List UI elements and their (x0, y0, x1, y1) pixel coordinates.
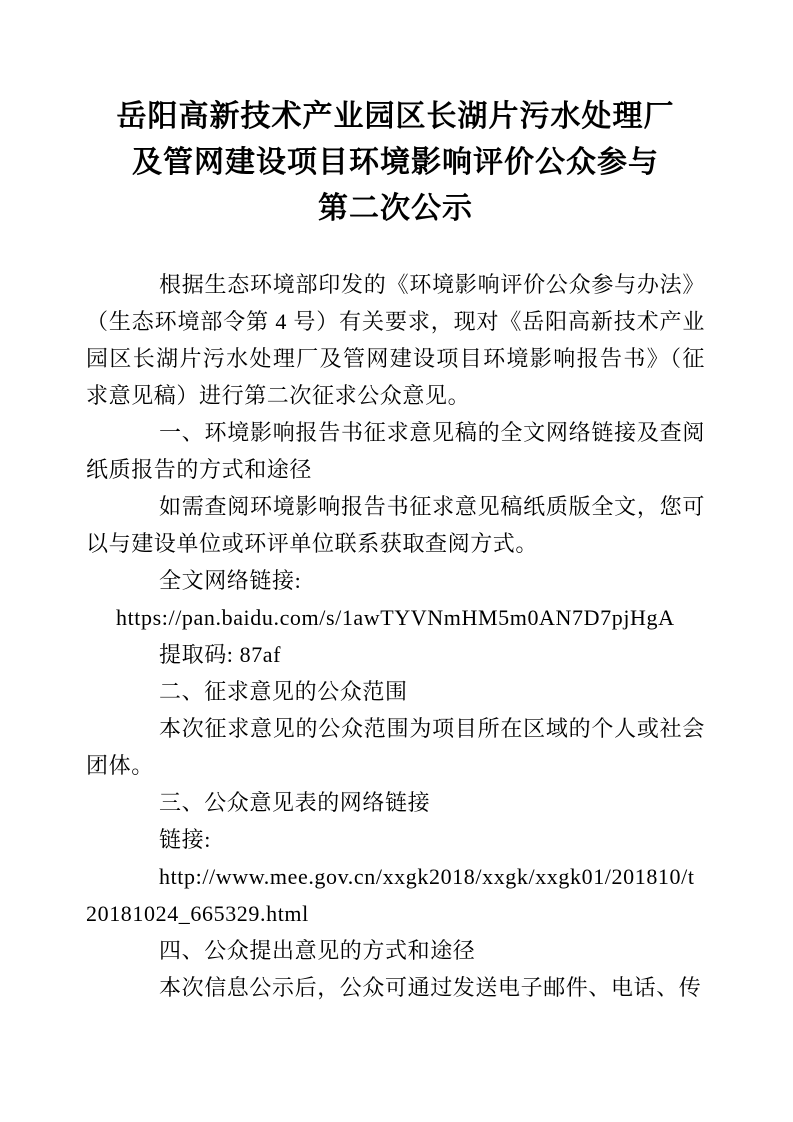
doc-title-line-3: 第二次公示 (318, 192, 473, 225)
section-heading-4: 四、公众提出意见的方式和途径 (159, 938, 476, 963)
baidu-pan-link: https://pan.baidu.com/s/1awTYVNmHM5m0AN7D7pjHgA (116, 605, 675, 630)
intro-paragraph: 根据生态环境部印发的《环境影响评价公众参与办法》（生态环境部令第 4 号）有关要求，现对《岳阳高新技术产业园区长湖片污水处理厂及管网建设项目环境影响报告书》（征求意见稿）进行第二次征求公众意见。 (86, 272, 705, 408)
extraction-code: 提取码: 87af (159, 642, 282, 667)
document-body (86, 266, 705, 1006)
section-heading-3: 三、公众意见表的网络链接 (159, 790, 431, 815)
fulltext-link-label: 全文网络链接: (159, 568, 302, 593)
doc-title-line-1: 岳阳高新技术产业园区长湖片污水处理厂 (116, 100, 675, 133)
section-2-paragraph: 本次征求意见的公众范围为项目所在区域的个人或社会团体。 (86, 716, 705, 778)
mee-gov-link: http://www.mee.gov.cn/xxgk2018/xxgk/xxgk01/201810/t20181024_665329.html (86, 864, 695, 926)
section-4-paragraph: 本次信息公示后，公众可通过发送电子邮件、电话、传 (159, 975, 702, 1000)
document-title (86, 94, 705, 232)
section-1-paragraph: 如需查阅环境影响报告书征求意见稿纸质版全文，您可以与建设单位或环评单位联系获取查阅方式。 (86, 494, 705, 556)
section-heading-2: 二、征求意见的公众范围 (159, 679, 408, 704)
section-heading-1: 一、环境影响报告书征求意见稿的全文网络链接及查阅纸质报告的方式和途径 (86, 420, 705, 482)
doc-title-line-2: 及管网建设项目环境影响评价公众参与 (132, 146, 659, 179)
form-link-label: 链接: (159, 827, 211, 852)
